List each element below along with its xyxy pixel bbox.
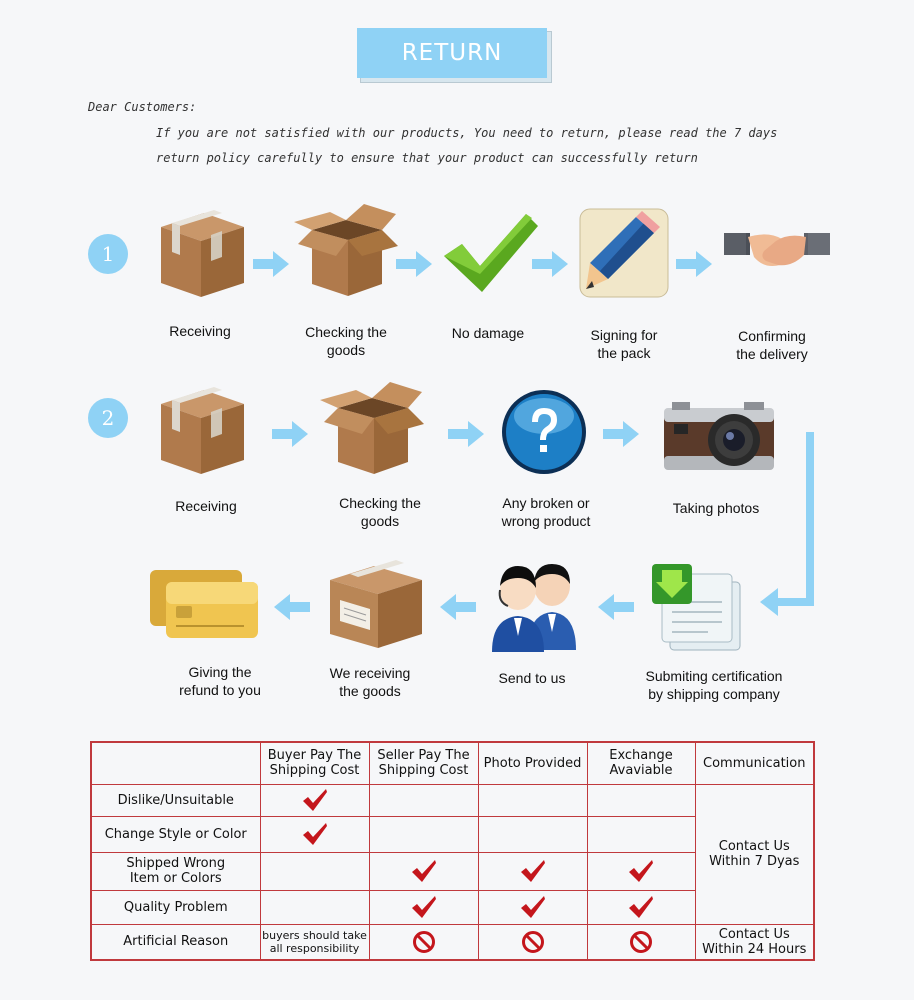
empty-cell [478,784,587,816]
header-line: Photo Provided [483,755,582,771]
comm-line: Within 24 Hours [702,941,807,957]
arrow-right-icon [272,421,308,447]
arrow-right-icon [253,251,289,277]
page-title: RETURN [357,28,547,78]
tick-icon [587,852,695,890]
caption-line: Checking the [339,495,421,511]
header-line: Exchange [609,748,673,764]
responsibility-note [260,924,369,960]
tick-icon [587,890,695,924]
tick-icon [260,816,369,852]
comm-line: Contact Us [718,926,790,942]
caption-line: the delivery [736,346,808,362]
empty-cell [587,784,695,816]
caption-line: the goods [339,683,401,699]
caption-line: Giving the [188,664,252,680]
return-policy-table [90,741,815,961]
header-empty-cell [91,742,260,784]
communication-7-days [695,784,814,924]
step-badge-1: 1 [88,234,128,274]
empty-cell [587,816,695,852]
step-caption [476,494,616,530]
tick-icon [478,890,587,924]
caption-line: refund to you [179,682,261,698]
step-caption [462,669,602,687]
table-row [91,924,814,960]
step-caption [702,327,842,363]
row-label-line: Dislike/Unsuitable [117,792,234,808]
header-line: Communication [703,755,806,771]
handshake-icon [724,225,830,281]
header-line: Buyer Pay The [267,748,362,764]
caption-line: Checking the [305,324,387,340]
arrow-left-icon [274,594,310,620]
greeting-text: Dear Customers: [88,100,197,114]
caption-line: Receiving [175,498,237,514]
header-seller-pay [369,742,478,784]
caption-line: goods [326,342,366,358]
document-download-icon [648,562,742,652]
row-label-line: Artificial Reason [123,934,229,950]
box-closed-icon [156,205,246,300]
step-caption [300,664,440,700]
header-line: Shipping Cost [378,763,469,779]
header-line: Seller Pay The [377,748,470,764]
step-caption [418,324,558,342]
box-closed-icon [156,382,246,477]
credit-card-icon [148,568,260,640]
arrow-right-icon [676,251,712,277]
step-caption [150,663,290,699]
row-label-line: Shipped Wrong [126,856,226,871]
caption-line: by shipping company [648,686,780,702]
caption-line: No damage [451,325,525,341]
step-caption [130,322,270,340]
step-caption [554,326,694,362]
step-caption [624,667,804,703]
box-open-icon [292,200,400,300]
arrow-right-icon [396,251,432,277]
caption-line: wrong product [501,513,591,529]
step-caption [310,494,450,530]
support-agents-icon [488,556,584,652]
header-photo-provided [478,742,587,784]
arrow-down-left-icon [758,430,822,620]
comm-line: Contact Us [718,839,790,854]
table-header-row [91,742,814,784]
empty-cell [369,784,478,816]
caption-line: goods [360,513,400,529]
checkmark-icon [440,210,540,296]
step-badge-2: 2 [88,398,128,438]
row-label-line: Change Style or Color [104,826,247,842]
header-buyer-pay [260,742,369,784]
pencil-signing-icon [578,207,670,299]
empty-cell [260,890,369,924]
arrow-left-icon [440,594,476,620]
tick-icon [369,852,478,890]
empty-cell [369,816,478,852]
step-caption [276,323,416,359]
no-entry-icon [478,924,587,960]
package-labeled-icon [322,560,426,650]
resp-line: buyers should take [262,928,367,942]
row-label [91,924,260,960]
header-line: Avaviable [609,763,673,779]
caption-line: Receiving [169,323,231,339]
intro-line-2: return policy carefully to ensure that your product can successfully return [156,151,698,165]
caption-line: Taking photos [672,500,760,516]
header-line: Shipping Cost [269,763,360,779]
table-row [91,784,814,816]
question-icon [500,388,588,476]
intro-line-1: If you are not satisfied with our products, You need to return, please read the 7 days [156,126,778,140]
caption-line: the pack [597,345,651,361]
caption-line: Signing for [590,327,658,343]
title-banner [357,28,553,80]
tick-icon [478,852,587,890]
empty-cell [260,852,369,890]
row-label [91,784,260,816]
caption-line: Confirming [738,328,806,344]
arrow-right-icon [603,421,639,447]
tick-icon [260,784,369,816]
no-entry-icon [369,924,478,960]
caption-line: We receiving [329,665,411,681]
tick-icon [369,890,478,924]
resp-line: all responsibility [269,941,360,955]
caption-line: Send to us [498,670,566,686]
row-label-line: Item or Colors [129,871,222,886]
row-label-line: Quality Problem [123,899,228,915]
step-caption [136,497,276,515]
caption-line: Any broken or [502,495,590,511]
row-label [91,890,260,924]
empty-cell [478,816,587,852]
row-label [91,816,260,852]
header-exchange [587,742,695,784]
communication-24-hours [695,924,814,960]
arrow-right-icon [448,421,484,447]
comm-line: Within 7 Dyas [709,854,800,869]
row-label [91,852,260,890]
arrow-right-icon [532,251,568,277]
caption-line: Submiting certification [645,668,783,684]
box-open-icon [318,378,426,478]
arrow-left-icon [598,594,634,620]
header-communication [695,742,814,784]
no-entry-icon [587,924,695,960]
